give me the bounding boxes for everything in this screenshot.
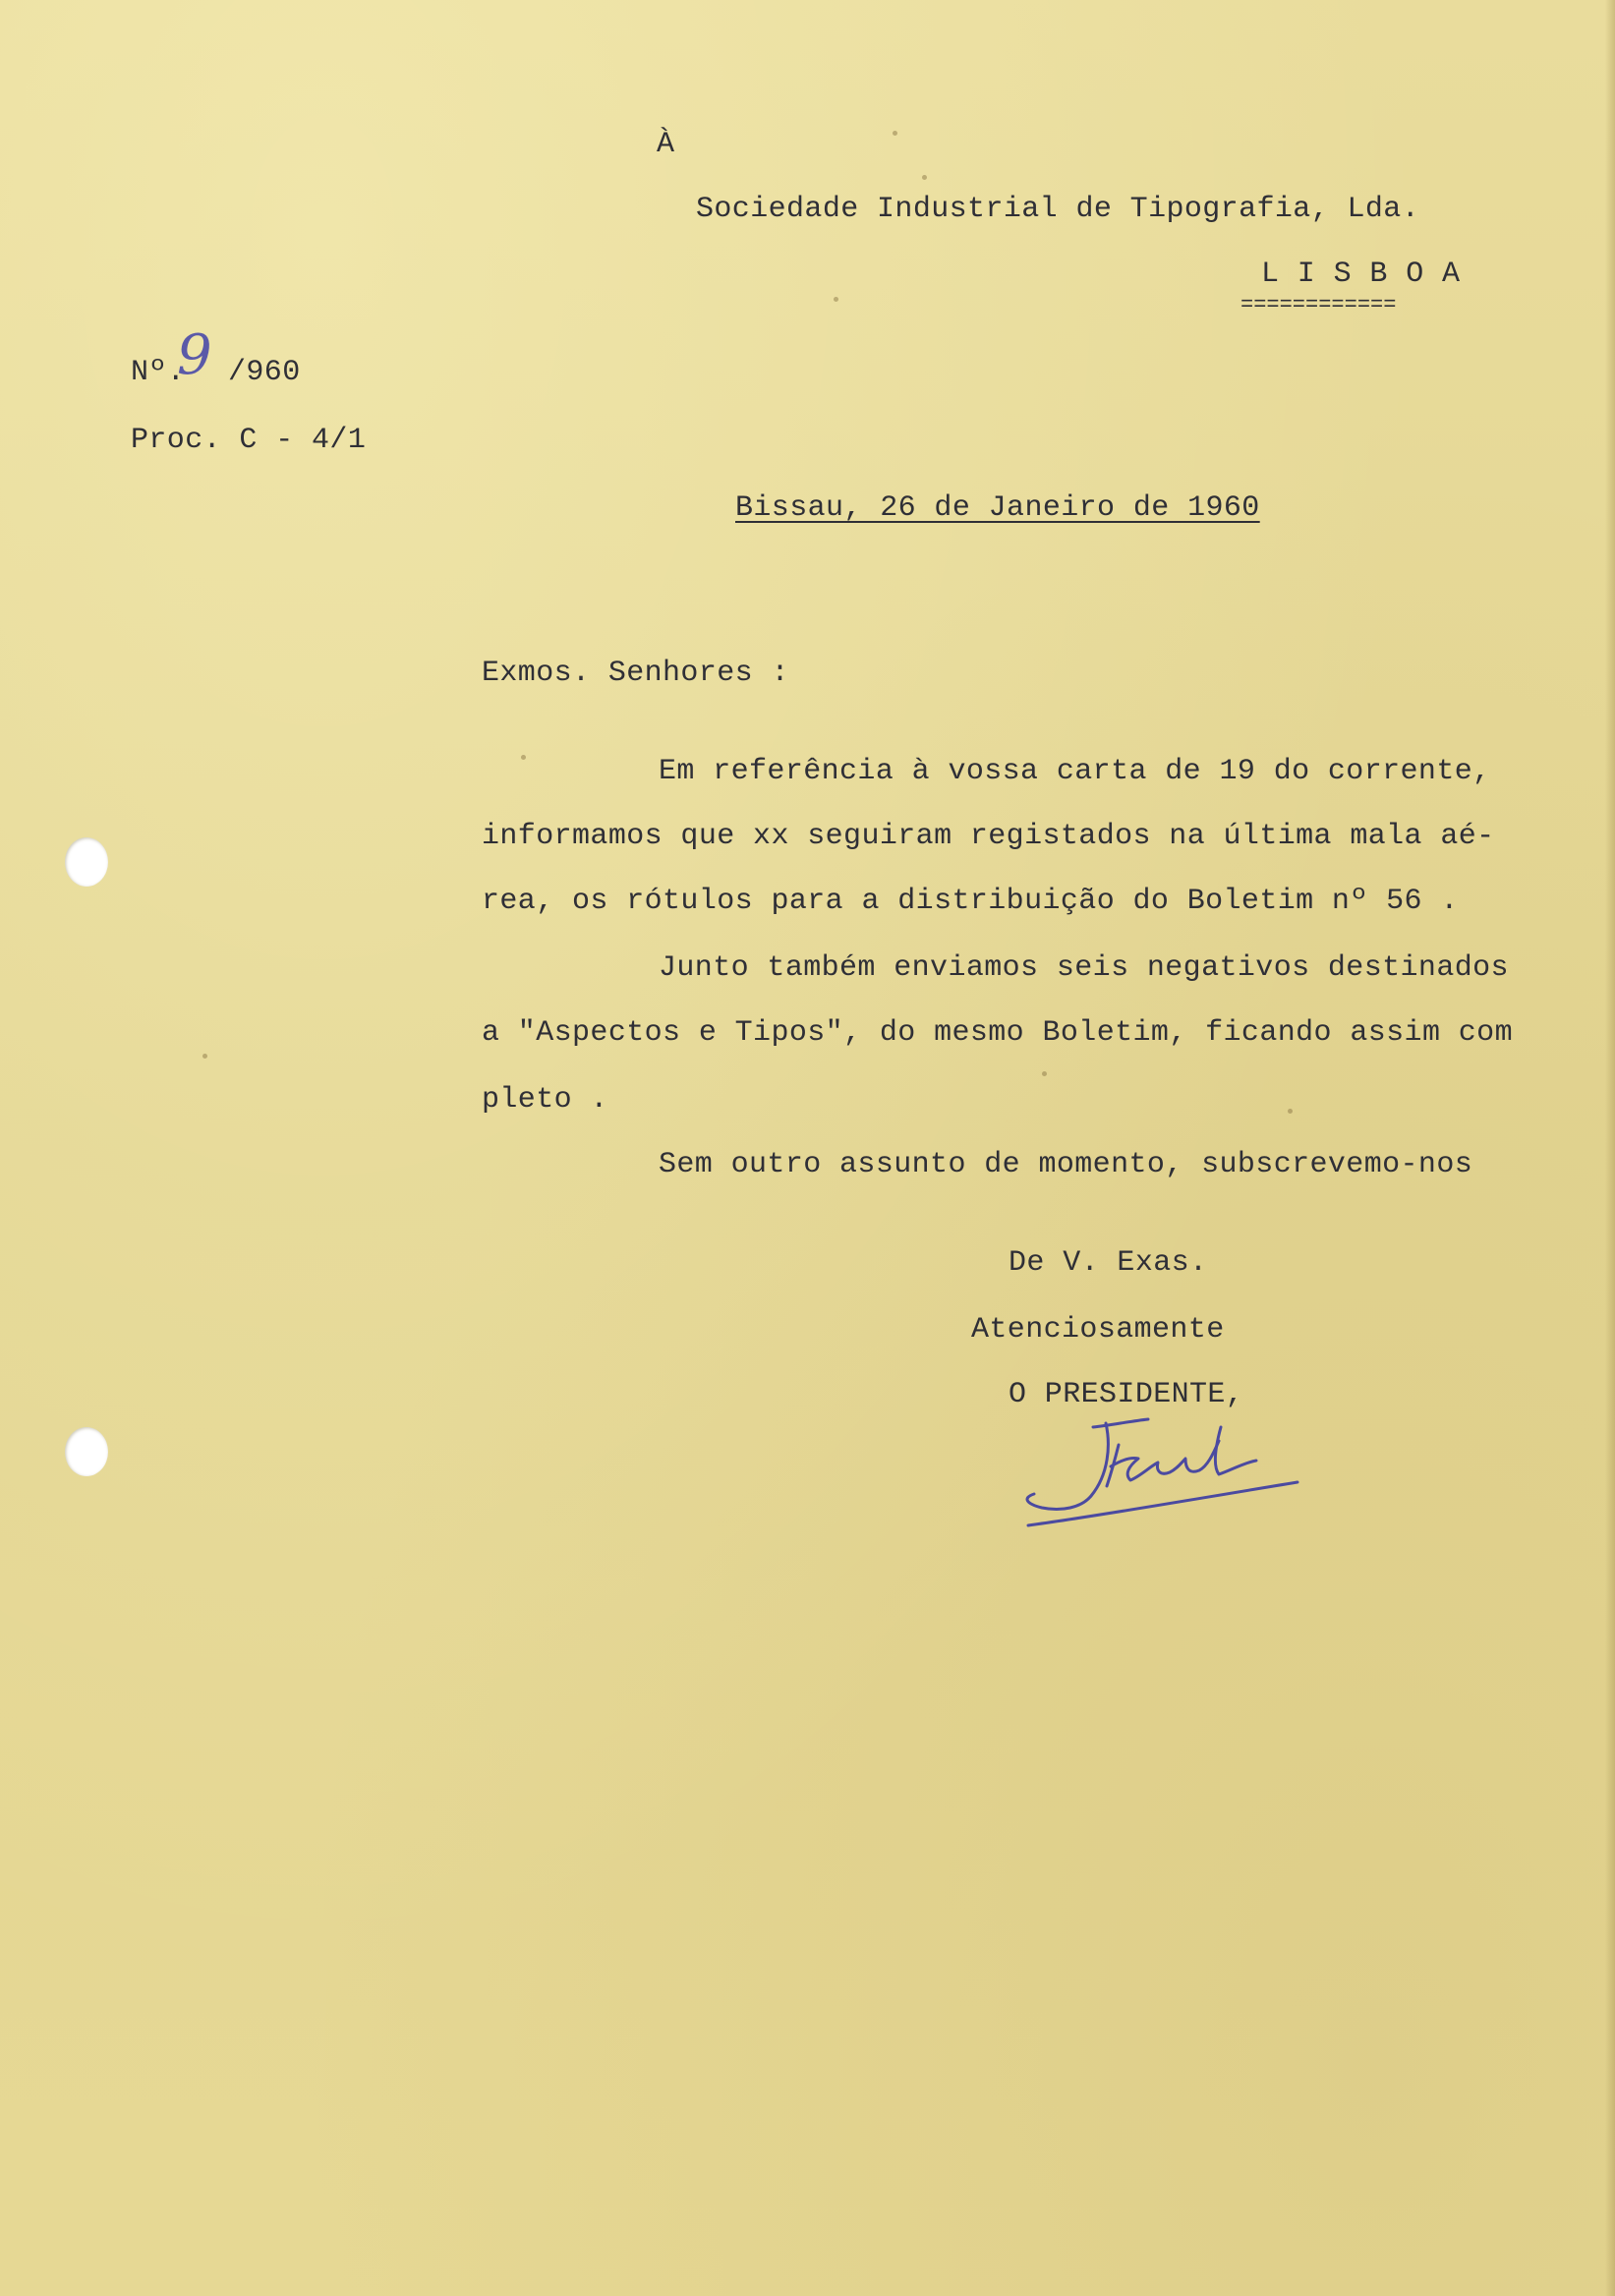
recipient-prefix: À xyxy=(657,128,675,161)
body-line: Sem outro assunto de momento, subscrevemo-nos xyxy=(659,1148,1473,1181)
body-line: pleto . xyxy=(482,1083,608,1117)
paper-speck xyxy=(202,1054,207,1059)
closing-line: De V. Exas. xyxy=(1009,1246,1208,1280)
punch-hole-top xyxy=(65,837,108,887)
reference-label: Nº. xyxy=(131,356,186,389)
body-line: Em referência à vossa carta de 19 do corrente, xyxy=(659,755,1491,788)
reference-year: /960 xyxy=(228,356,301,389)
paper-speck xyxy=(521,755,526,760)
paper-speck xyxy=(1042,1071,1047,1076)
process-reference: Proc. C - 4/1 xyxy=(131,424,367,457)
punch-hole-bottom xyxy=(65,1427,108,1476)
date-line: Bissau, 26 de Janeiro de 1960 xyxy=(735,491,1260,525)
body-line: Junto também enviamos seis negativos destinados xyxy=(659,951,1509,985)
recipient-city: L I S B O A xyxy=(1261,258,1461,291)
paper-speck xyxy=(1288,1109,1293,1114)
body-line: informamos que xx seguiram registados na última mala aé- xyxy=(482,820,1495,853)
recipient-city-rule: ============ xyxy=(1240,293,1397,317)
body-line: a "Aspectos e Tipos", do mesmo Boletim, ficando assim com xyxy=(482,1016,1513,1050)
paper-speck xyxy=(922,175,927,180)
closing-line: Atenciosamente xyxy=(971,1313,1225,1347)
reference-handwritten-number: 9 xyxy=(177,323,212,387)
body-line: rea, os rótulos para a distribuição do Boletim nº 56 . xyxy=(482,885,1459,918)
paper-edge xyxy=(1605,0,1615,2296)
closing-line: O PRESIDENTE, xyxy=(1009,1378,1244,1411)
paper-speck xyxy=(834,297,838,302)
president-signature xyxy=(1012,1406,1317,1533)
salutation: Exmos. Senhores : xyxy=(482,657,789,690)
paper-speck xyxy=(893,131,897,136)
recipient-name: Sociedade Industrial de Tipografia, Lda. xyxy=(696,193,1420,226)
